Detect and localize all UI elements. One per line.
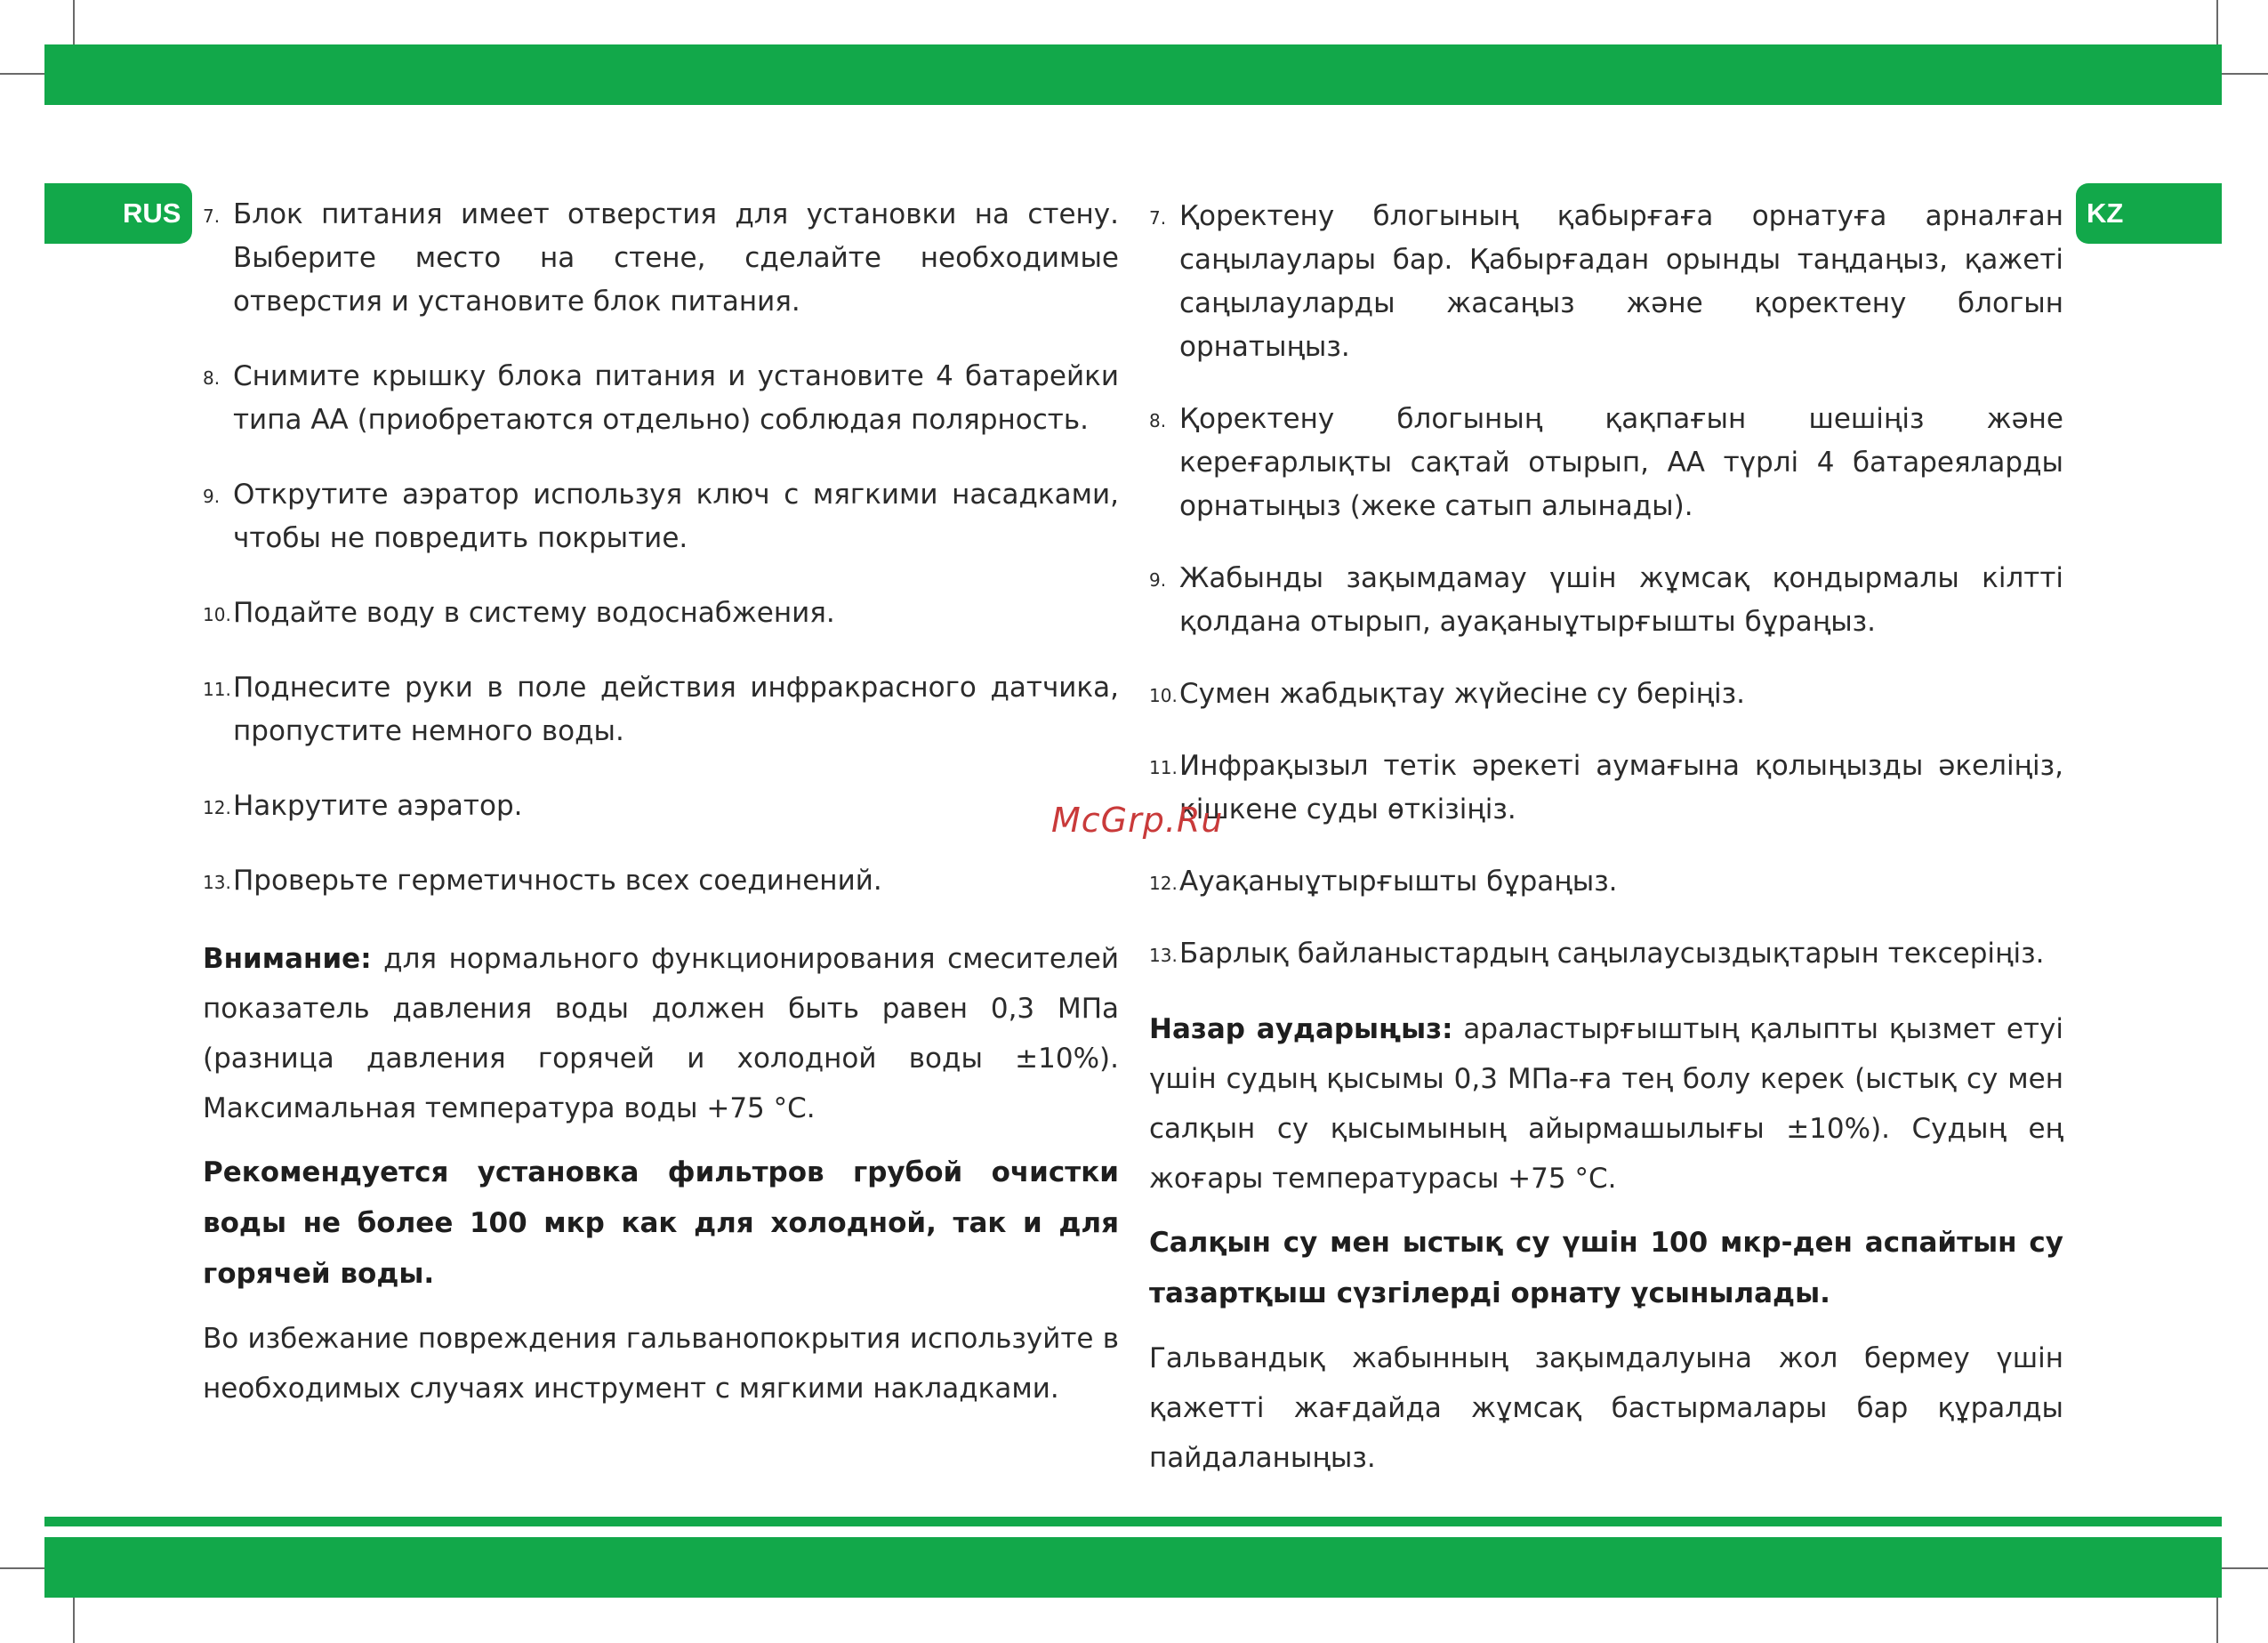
- step-text: Ауақаныұтырғышты бұраңыз.: [1179, 866, 1618, 898]
- step-text: Накрутите аэратор.: [233, 790, 523, 822]
- crop-mark: [2216, 1597, 2218, 1643]
- step-text: Инфрақызыл тетік әрекеті аумағына қолыңызды әкеліңіз, кішкене суды өткізіңіз.: [1179, 750, 2063, 826]
- language-tab-rus: RUS: [44, 183, 192, 244]
- step-number: 7.: [1149, 207, 1167, 229]
- crop-mark: [0, 73, 46, 75]
- step-number: 9.: [1149, 569, 1167, 591]
- list-item: [203, 592, 1119, 635]
- attention-paragraph: [1149, 1004, 2063, 1204]
- tool-note: Во избежание повреждения гальванопокрытия используйте в необходимых случаях инструмент с мягкими накладками.: [203, 1323, 1119, 1405]
- list-item: [1149, 673, 2063, 716]
- step-text: Подайте воду в систему водоснабжения.: [233, 597, 835, 629]
- step-text: Снимите крышку блока питания и установите 4 батарейки типа АА (приобретаются отдельно) соблюдая полярность.: [233, 360, 1119, 436]
- step-number: 13.: [1149, 945, 1178, 966]
- list-item: [203, 473, 1119, 560]
- attention-label: Назар аударыңыз:: [1149, 1013, 1453, 1045]
- step-number: 7.: [203, 205, 221, 227]
- attention-paragraph: [203, 934, 1119, 1133]
- step-text: Қоректену блогының қақпағын шешіңіз және кереғарлықты сақтай отырып, АА түрлі 4 батареяларды орнатыңыз (жеке сатып алынады).: [1179, 403, 2063, 522]
- list-item: [1149, 195, 2063, 369]
- crop-mark: [73, 1597, 75, 1643]
- step-number: 13.: [203, 872, 231, 893]
- header-band: [44, 44, 2222, 105]
- step-number: 10.: [1149, 685, 1178, 706]
- step-text: Қоректену блогының қабырғаға орнатуға арналған саңылаулары бар. Қабырғадан орынды таңдаңыз, қажеті саңылауларды жасаңыз және қоректену блогын орнатыңыз.: [1179, 200, 2063, 363]
- attention-text: для нормального функционирования смесителей показатель давления воды должен быть равен 0,3 МПа (разница давления горячей и холодной воды ±10%). Максимальная температура воды +75 °С.: [203, 943, 1119, 1124]
- step-number: 8.: [1149, 410, 1167, 431]
- step-number: 11.: [1149, 757, 1178, 778]
- footer-band: [44, 1537, 2222, 1598]
- list-item: [203, 666, 1119, 753]
- step-text: Открутите аэратор используя ключ с мягкими насадками, чтобы не повредить покрытие.: [233, 479, 1119, 554]
- step-number: 11.: [203, 679, 231, 700]
- list-item: [203, 355, 1119, 442]
- step-text: Жабынды зақымдамау үшін жұмсақ қондырмалы кілтті қолдана отырып, ауақаныұтырғышты бұраңыз.: [1179, 562, 2063, 638]
- list-item: [1149, 745, 2063, 832]
- watermark: McGrp.Ru: [1051, 801, 1224, 840]
- list-item: [203, 193, 1119, 324]
- list-item: [1149, 398, 2063, 528]
- kz-column: [1149, 195, 2063, 1497]
- crop-mark: [2222, 73, 2268, 75]
- crop-mark: [0, 1567, 46, 1569]
- step-text: Барлық байланыстардың саңылаусыздықтарын тексеріңіз.: [1179, 938, 2045, 970]
- step-number: 12.: [1149, 873, 1178, 894]
- list-item: [1149, 557, 2063, 644]
- step-text: Блок питания имеет отверстия для установки на стену. Выберите место на стене, сделайте необходимые отверстия и установите блок питания.: [233, 198, 1119, 318]
- list-item: [1149, 860, 2063, 904]
- rus-column: [203, 193, 1119, 1428]
- footer-stripe: [44, 1517, 2222, 1526]
- attention-text: араластырғыштың қалыпты қызмет етуі үшін судың қысымы 0,3 МПа-ға тең болу керек (ыстық су мен салқын су қысымының айырмашылығы ±10%). Судың ең жоғары температурасы +75 °С.: [1149, 1013, 2064, 1195]
- attention-label: Внимание:: [203, 943, 372, 975]
- crop-mark: [2222, 1567, 2268, 1569]
- step-text: Сумен жабдықтау жүйесіне су беріңіз.: [1179, 678, 1745, 710]
- filter-note: Рекомендуется установка фильтров грубой очистки воды не более 100 мкр как для холодной, так и для горячей воды.: [203, 1156, 1119, 1290]
- step-text: Проверьте герметичность всех соединений.: [233, 865, 882, 897]
- list-item: [1149, 932, 2063, 976]
- step-number: 9.: [203, 486, 221, 507]
- crop-mark: [2216, 0, 2218, 46]
- filter-note: Салқын су мен ыстық су үшін 100 мкр-ден аспайтын су тазартқыш сүзгілерді орнату ұсынылады.: [1149, 1227, 2063, 1309]
- tool-note: Гальвандық жабынның зақымдалуына жол бермеу үшін қажетті жағдайда жұмсақ бастырмалары бар құралды пайдаланыңыз.: [1149, 1342, 2063, 1474]
- step-number: 12.: [203, 797, 231, 818]
- step-text: Поднесите руки в поле действия инфракрасного датчика, пропустите немного воды.: [233, 672, 1119, 747]
- step-number: 8.: [203, 367, 221, 389]
- step-number: 10.: [203, 604, 231, 625]
- list-item: [203, 785, 1119, 828]
- language-tab-kz: KZ: [2076, 183, 2222, 244]
- crop-mark: [73, 0, 75, 46]
- list-item: [203, 859, 1119, 903]
